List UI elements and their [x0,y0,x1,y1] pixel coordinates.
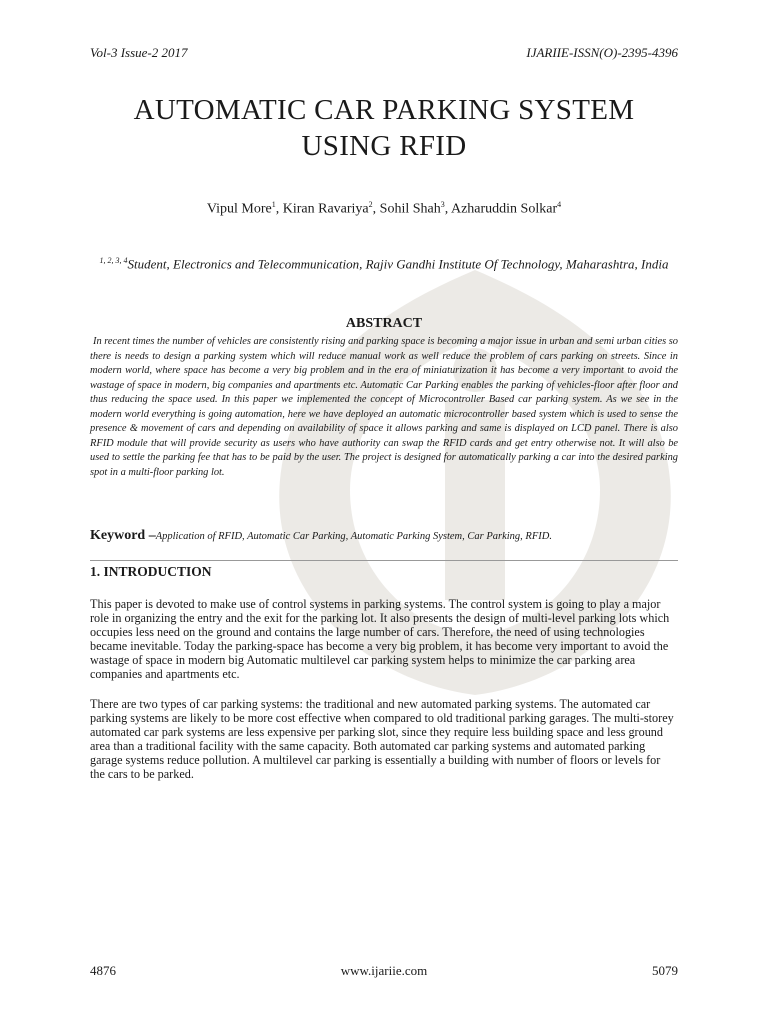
footer-paper-id: 4876 [90,963,116,978]
author-separator: , [372,201,380,217]
keywords [90,528,678,544]
footer-page-number: 5079 [652,963,678,978]
author-separator: , [275,201,283,217]
journal-issn-header: IJARIIE-ISSN(O)-2395-4396 [526,45,678,60]
author-affil-sup: 1 [271,200,276,209]
section-divider [90,560,678,561]
abstract-heading: ABSTRACT [345,316,423,331]
introduction-heading: 1. INTRODUCTION [90,564,212,579]
author-separator: , [444,201,451,217]
affiliation-text: Student, Electronics and Telecommunication, Rajiv Gandhi Institute Of Technology, Maharashtra, India [127,256,669,272]
affiliation-sup: 1, 2, 3, 4 [99,256,128,265]
journal-volume-header: Vol-3 Issue-2 2017 [90,45,188,60]
author-affil-sup: 4 [557,200,562,209]
affiliation [90,252,678,272]
title-line-1: AUTOMATIC CAR PARKING SYSTEM [133,94,635,126]
keyword-text: Application of RFID, Automatic Car Parking, Automatic Parking System, Car Parking, RFID. [155,531,552,542]
introduction-paragraph-1: This paper is devoted to make use of control systems in parking systems. The control system is going to play a major role in organizing the entry and the exit for the parking lot. It also presents the design of multi-level parking lots which occupies less need on the ground and contains the large number of cars. Therefore, the need of using technologies became inevitable. Today the parking-space has become a very big problem, it has become very important to avoid the wastage of space in modern big Automatic multilevel car parking system helps to minimize the car parking area companies and apartments etc. [90,597,670,681]
footer-website-link[interactable]: www.ijariie.com [340,963,428,978]
author-name: Kiran Ravariya [282,201,369,217]
title-line-2: USING RFID [301,130,467,162]
abstract-text: In recent times the number of vehicles are consistently rising and parking space is becoming a major issue in urban and semi urban cities so there is needs to design a parking system which will reduce manual work as well reduce the problem of cars parking on streets. Since in modern world, where space has become a very big problem and in the era of miniaturization it has become a very important to avoid the wastage of space in modern, big companies and apartments etc. Automatic Car Parking enables the parking of vehicles-floor after floor and thus reducing the space used. In this paper we implemented the concept of Microcontroller Based car parking system. As we see in the modern world everything is going automation, here we have deployed an automatic microcontroller based system which is used to sense the presence & movement of cars and depending on availability of space it allows parking and same is displayed on LCD panel. There is also RFID module that will provide security as users who have authority can swap the RFID cards and get entry otherwise not. It will also be used to settle the parking fee that has to be paid by the user. The project is designed for automatically parking a car into the desired parking spot in a multi-floor parking lot. [90,336,678,478]
author-name: Sohil Shah [379,201,441,217]
author-list [60,200,708,218]
author-name: Azharuddin Solkar [450,201,558,217]
author-name: Vipul More [206,201,272,217]
introduction-paragraph-2: There are two types of car parking systems: the traditional and new automated parking systems. The automated car parking systems are likely to be more cost effective when compared to old traditional parking garages. The multi-storey automated car park systems are less expensive per parking slot, since they require less building space and less ground area than a traditional facility with the same capacity. Both automated car parking systems and automated parking garage systems reduce pollution. A multilevel car parking is essentially a building with number of floors or levels for the cars to be parked. [90,697,674,781]
paper-title [60,92,708,164]
author-affil-sup: 2 [368,200,373,209]
keyword-label: Keyword – [90,528,156,543]
author-affil-sup: 3 [440,200,445,209]
